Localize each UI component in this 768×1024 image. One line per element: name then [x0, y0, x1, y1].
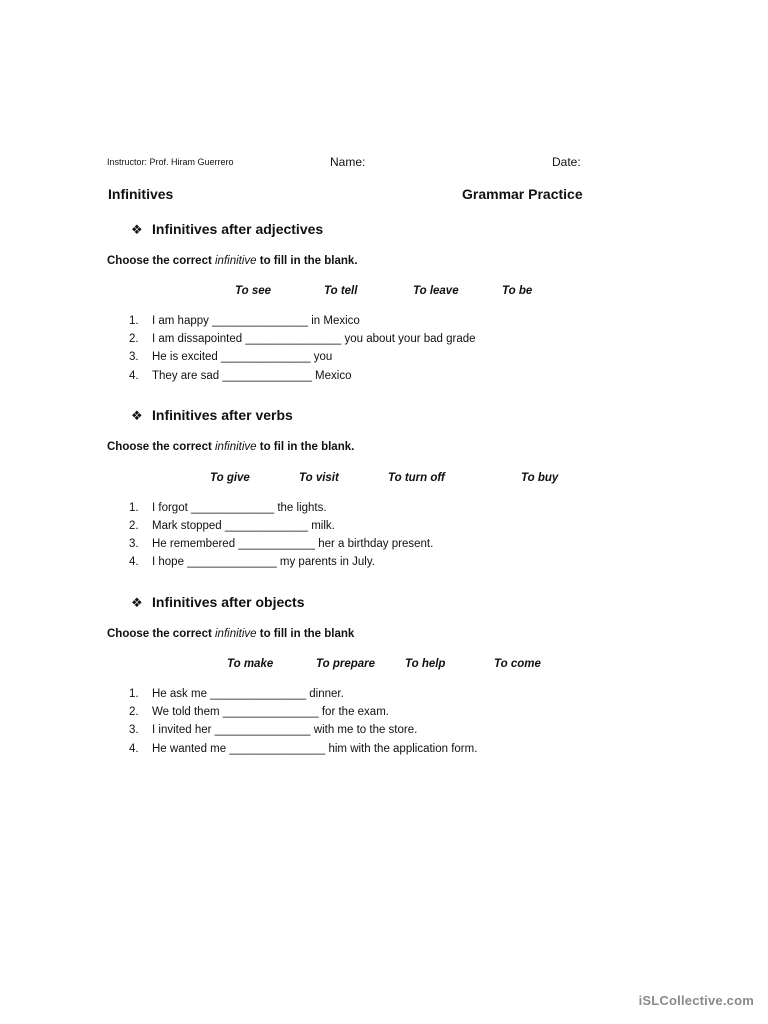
item-text: I hope ______________ my parents in July.: [152, 556, 375, 568]
item-text: I invited her _______________ with me to the store.: [152, 724, 418, 736]
instruction-emphasis: infinitive: [215, 441, 257, 453]
exercise-item: [129, 538, 433, 550]
item-number: 3.: [129, 538, 139, 550]
item-number: 1.: [129, 688, 139, 700]
option-word: To visit: [299, 472, 339, 484]
date-label: Date:: [552, 155, 581, 169]
item-number: 4.: [129, 556, 139, 568]
instruction-emphasis: infinitive: [215, 628, 257, 640]
item-text: He wanted me _______________ him with the application form.: [152, 743, 478, 755]
instruction-text: to fill in the blank.: [256, 255, 358, 267]
option-word: To come: [494, 658, 541, 670]
instruction-emphasis: infinitive: [215, 255, 257, 267]
item-text: I am happy _______________ in Mexico: [152, 315, 360, 327]
option-word: To make: [227, 658, 274, 670]
option-word: To be: [502, 285, 533, 297]
item-number: 4.: [129, 743, 139, 755]
exercise-item: [129, 370, 351, 382]
item-text: Mark stopped _____________ milk.: [152, 520, 335, 532]
instructor-label: Instructor: Prof. Hiram Guerrero: [107, 157, 234, 167]
section-instruction: [107, 628, 354, 640]
section-heading-adjectives: [131, 221, 323, 238]
item-text: I am dissapointed _______________ you about your bad grade: [152, 333, 476, 345]
exercise-item: [129, 743, 477, 755]
option-word: To see: [235, 285, 272, 297]
section-instruction: [107, 255, 358, 267]
instruction-text: Choose the correct: [107, 441, 215, 453]
exercise-item: [129, 520, 335, 532]
option-word: To turn off: [388, 472, 445, 484]
section-heading-text: Infinitives after objects: [152, 594, 305, 610]
worksheet-title: Infinitives: [108, 186, 174, 202]
item-number: 2.: [129, 333, 139, 345]
instruction-text: to fil in the blank.: [256, 441, 355, 453]
section-heading-verbs: [131, 407, 293, 424]
section-instruction: [107, 441, 354, 453]
item-number: 4.: [129, 370, 139, 382]
item-number: 1.: [129, 502, 139, 514]
item-number: 1.: [129, 315, 139, 327]
site-watermark: iSLCollective.com: [638, 993, 754, 1008]
exercise-item: [129, 315, 360, 327]
worksheet-subtitle: Grammar Practice: [462, 186, 583, 202]
section-heading-text: Infinitives after adjectives: [152, 221, 324, 237]
exercise-item: [129, 502, 327, 514]
exercise-item: [129, 351, 332, 363]
option-word: To help: [405, 658, 446, 670]
instruction-text: Choose the correct: [107, 255, 215, 267]
item-text: He ask me _______________ dinner.: [152, 688, 344, 700]
item-text: They are sad ______________ Mexico: [152, 370, 352, 382]
option-word: To give: [210, 472, 250, 484]
item-number: 3.: [129, 724, 139, 736]
exercise-item: [129, 724, 417, 736]
item-number: 3.: [129, 351, 139, 363]
option-word: To tell: [324, 285, 358, 297]
item-text: He is excited ______________ you: [152, 351, 333, 363]
diamond-bullet-icon: ❖: [131, 222, 143, 237]
option-word: To leave: [413, 285, 459, 297]
exercise-item: [129, 556, 375, 568]
item-text: We told them _______________ for the exam.: [152, 706, 389, 718]
section-heading-objects: [131, 594, 304, 611]
exercise-item: [129, 706, 389, 718]
item-text: I forgot _____________ the lights.: [152, 502, 327, 514]
item-number: 2.: [129, 706, 139, 718]
item-number: 2.: [129, 520, 139, 532]
diamond-bullet-icon: ❖: [131, 595, 143, 610]
name-label: Name:: [330, 155, 366, 169]
option-word: To prepare: [316, 658, 376, 670]
diamond-bullet-icon: ❖: [131, 408, 143, 423]
instruction-text: to fill in the blank: [256, 628, 355, 640]
option-word: To buy: [521, 472, 559, 484]
exercise-item: [129, 333, 476, 345]
exercise-item: [129, 688, 344, 700]
section-heading-text: Infinitives after verbs: [152, 407, 293, 423]
item-text: He remembered ____________ her a birthday present.: [152, 538, 434, 550]
instruction-text: Choose the correct: [107, 628, 215, 640]
